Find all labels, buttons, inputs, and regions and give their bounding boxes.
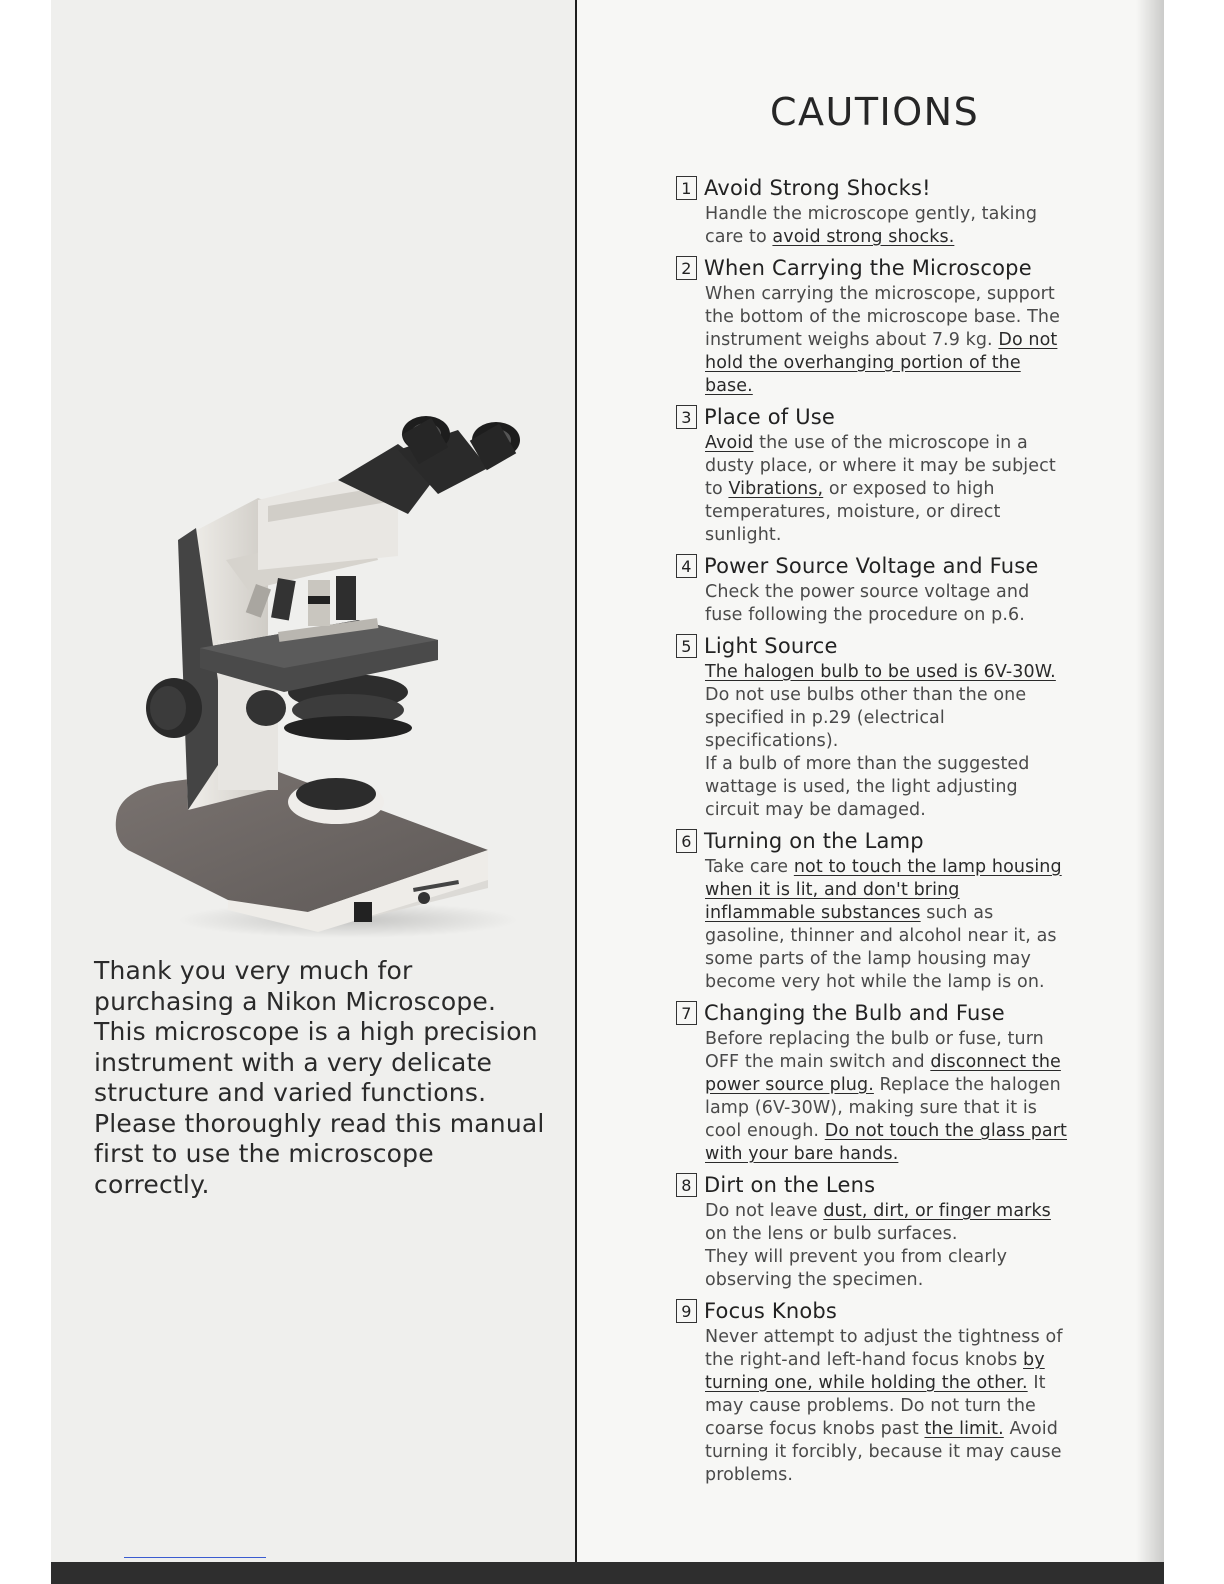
- caution-body: [705, 661, 1068, 822]
- bottom-scan-edge: [51, 1562, 1164, 1584]
- caution-text: or exposed to high temperatures, moisture, or direct sunlight.: [705, 479, 1001, 545]
- caution-body: [705, 1326, 1068, 1487]
- caution-emphasis: avoid strong shocks.: [772, 227, 955, 247]
- caution-emphasis: not to touch the lamp housing when it is lit, and don't bring inflammable substances: [705, 857, 1062, 923]
- caution-heading-text: Dirt on the Lens: [704, 1173, 876, 1197]
- page-edge-shadow: [1136, 0, 1164, 1562]
- caution-text: Avoid turning it forcibly, because it may cause problems.: [705, 1419, 1062, 1485]
- caution-heading-text: When Carrying the Microscope: [704, 256, 1032, 280]
- caution-number-box: 9: [676, 1299, 697, 1323]
- caution-text: Take care: [705, 857, 794, 877]
- intro-paragraph: Thank you very much for purchasing a Nikon Microscope. This microscope is a high precision instrument with a very delicate structure and varied functions. Please thoroughly read this manual first to use the microscope correctly.: [94, 956, 545, 1199]
- caution-body: [705, 581, 1068, 627]
- caution-body: [705, 856, 1068, 994]
- caution-text: Handle the microscope gently, taking care to: [705, 204, 1038, 247]
- caution-item: [676, 826, 1068, 994]
- caution-text: Before replacing the bulb or fuse, turn OFF the main switch and: [705, 1029, 1044, 1072]
- caution-text: They will prevent you from clearly observing the specimen.: [705, 1247, 1008, 1290]
- caution-body: [705, 1028, 1068, 1166]
- caution-heading-text: Changing the Bulb and Fuse: [704, 1001, 1005, 1025]
- caution-heading: [676, 631, 1068, 661]
- caution-text: Never attempt to adjust the tightness of the right-and left-hand focus knobs: [705, 1327, 1063, 1370]
- caution-emphasis: Vibrations,: [728, 479, 824, 499]
- caution-number-box: 4: [676, 554, 697, 578]
- caution-text: If a bulb of more than the suggested wattage is used, the light adjusting circuit may be damaged.: [705, 754, 1030, 820]
- caution-heading: [676, 1296, 1068, 1326]
- caution-heading-text: Power Source Voltage and Fuse: [704, 554, 1039, 578]
- caution-body: [705, 203, 1068, 249]
- caution-text: Replace the halogen lamp (6V-30W), making sure that it is cool enough.: [705, 1075, 1061, 1141]
- caution-text: Do not use bulbs other than the one specified in p.29 (electrical specifications).: [705, 685, 1027, 751]
- caution-item: [676, 998, 1068, 1166]
- caution-emphasis: the limit.: [924, 1419, 1004, 1439]
- caution-text: the use of the microscope in a dusty place, or where it may be subject to: [705, 433, 1056, 499]
- caution-number-box: 8: [676, 1173, 697, 1197]
- caution-text: such as gasoline, thinner and alcohol near it, as some parts of the lamp housing may become very hot while the lamp is on.: [705, 903, 1057, 992]
- caution-emphasis: by turning one, while holding the other.: [705, 1350, 1045, 1393]
- caution-number-box: 3: [676, 405, 697, 429]
- caution-heading-text: Turning on the Lamp: [704, 829, 924, 853]
- caution-item: [676, 1296, 1068, 1487]
- caution-heading: [676, 826, 1068, 856]
- caution-number-box: 1: [676, 176, 697, 200]
- cautions-list: [676, 173, 1068, 1491]
- caution-number-box: 2: [676, 256, 697, 280]
- microscope-image: [108, 410, 528, 940]
- caution-body: [705, 432, 1068, 547]
- caution-emphasis: Do not hold the overhanging portion of the base.: [705, 330, 1058, 396]
- caution-text: Check the power source voltage and fuse following the procedure on p.6.: [705, 582, 1030, 625]
- caution-heading: [676, 998, 1068, 1028]
- caution-heading-text: Light Source: [704, 634, 838, 658]
- caution-item: [676, 173, 1068, 249]
- caution-number-box: 7: [676, 1001, 697, 1025]
- caution-heading: [676, 402, 1068, 432]
- caution-text: Do not leave: [705, 1201, 824, 1221]
- caution-emphasis: The halogen bulb to be used is 6V-30W.: [705, 662, 1056, 682]
- caution-item: [676, 402, 1068, 547]
- caution-number-box: 5: [676, 634, 697, 658]
- caution-heading-text: Avoid Strong Shocks!: [704, 176, 931, 200]
- caution-item: [676, 253, 1068, 398]
- caution-text: When carrying the microscope, support the bottom of the microscope base. The instrument weighs about 7.9 kg.: [705, 284, 1060, 350]
- caution-heading: [676, 1170, 1068, 1200]
- page-title: CAUTIONS: [770, 90, 980, 134]
- caution-heading: [676, 551, 1068, 581]
- caution-item: [676, 631, 1068, 822]
- caution-emphasis: Do not touch the glass part with your bare hands.: [705, 1121, 1068, 1164]
- caution-number-box: 6: [676, 829, 697, 853]
- caution-body: [705, 1200, 1068, 1292]
- caution-body: [705, 283, 1068, 398]
- caution-heading: [676, 253, 1068, 283]
- blue-mark: [124, 1557, 266, 1558]
- caution-heading-text: Place of Use: [704, 405, 836, 429]
- caution-heading: [676, 173, 1068, 203]
- caution-emphasis: Avoid: [705, 433, 754, 453]
- caution-emphasis: disconnect the power source plug.: [705, 1052, 1061, 1095]
- caution-heading-text: Focus Knobs: [704, 1299, 838, 1323]
- page-fold-line: [575, 0, 577, 1562]
- caution-item: [676, 1170, 1068, 1292]
- caution-emphasis: dust, dirt, or finger marks: [823, 1201, 1051, 1221]
- caution-text: It may cause problems. Do not turn the coarse focus knobs past: [705, 1373, 1046, 1439]
- caution-text: on the lens or bulb surfaces.: [705, 1224, 958, 1244]
- caution-item: [676, 551, 1068, 627]
